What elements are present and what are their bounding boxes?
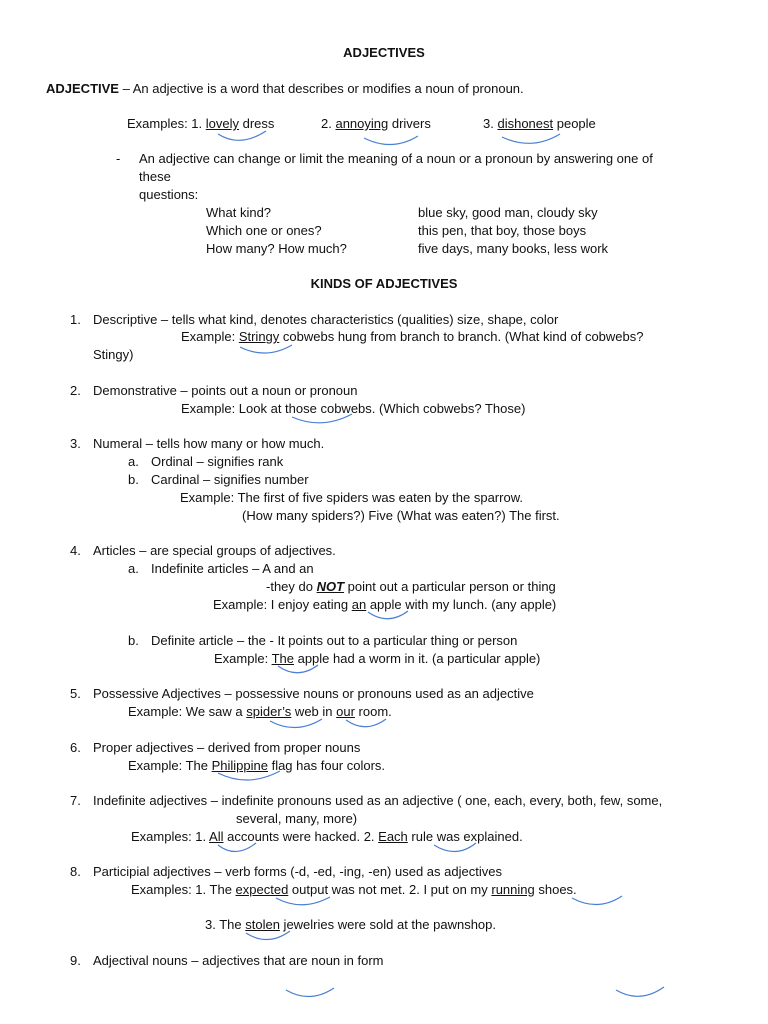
example-word: our — [336, 704, 355, 719]
example-text: Example: — [181, 329, 239, 344]
sub-item-text: Indefinite articles – A and an — [151, 561, 314, 576]
example-text: people — [553, 116, 596, 131]
example-word: stolen — [245, 917, 280, 932]
example-text: flag has four colors. — [267, 758, 386, 773]
example-text: jewelries were sold at the pawnshop. — [279, 917, 496, 932]
example-word: running — [491, 882, 535, 897]
question: How many? How much? — [206, 241, 347, 256]
example-text: Example: We saw a — [128, 704, 247, 719]
definition-line — [46, 80, 524, 98]
sub-item-text: Definite article – the - It points out to a particular thing or person — [151, 633, 518, 648]
bullet-dash: - — [116, 151, 121, 166]
sub-label: b. — [128, 472, 139, 487]
example-line: Example: Look at those cobwebs. (Which cobwebs? Those) — [181, 401, 526, 416]
example-word: expected — [235, 882, 289, 897]
annotation-arc — [502, 134, 560, 143]
bullet-text: An adjective can change or limit the meaning of a noun or a pronoun by answering one of — [139, 151, 653, 166]
list-item-text: Demonstrative – points out a noun or pronoun — [93, 383, 358, 398]
list-item-text: Articles – are special groups of adjectives. — [93, 543, 336, 558]
example-line: Example: The first of five spiders was eaten by the sparrow. — [180, 490, 523, 505]
example-text: drivers — [388, 116, 431, 131]
list-number: 9. — [70, 953, 81, 968]
sub-item-text: Cardinal – signifies number — [151, 472, 309, 487]
example-number: 2. — [321, 116, 336, 131]
example-word: All — [209, 829, 224, 844]
list-item-cont: several, many, more) — [236, 811, 358, 826]
bullet-text-cont: questions: — [139, 187, 199, 202]
sub-label: a. — [128, 454, 139, 469]
example-text: accounts were hacked. 2. — [223, 829, 379, 844]
example-answers: (How many spiders?) Five (What was eaten?) The first. — [242, 508, 560, 523]
example-word: lovely — [205, 116, 240, 131]
list-number: 5. — [70, 686, 81, 701]
note-line — [266, 578, 556, 596]
example-text: Example: The — [128, 758, 212, 773]
page-title: ADJECTIVES — [343, 45, 425, 60]
list-number: 1. — [70, 312, 81, 327]
example-number: 3. — [483, 116, 498, 131]
example-3 — [483, 115, 596, 133]
example-word: Philippine — [211, 758, 268, 773]
example-text: shoes. — [534, 882, 577, 897]
question-answer: five days, many books, less work — [418, 241, 609, 256]
sub-label: a. — [128, 561, 139, 576]
example-text: Example: — [214, 651, 272, 666]
list-item-text: Participial adjectives – verb forms (-d, -ed, -ing, -en) used as adjectives — [93, 864, 502, 879]
sub-item-text: Ordinal – signifies rank — [151, 454, 284, 469]
annotation-arc — [572, 896, 622, 905]
example-line — [181, 328, 643, 346]
example-text: rule was explained. — [407, 829, 523, 844]
examples-line — [127, 115, 274, 133]
example-text: cobwebs hung from branch to branch. (What kind of cobwebs? — [279, 329, 644, 344]
example-word: Each — [378, 829, 408, 844]
sub-label: b. — [128, 633, 139, 648]
example-text: dress — [239, 116, 275, 131]
bullet-text-cont: these — [139, 169, 171, 184]
example-word: The — [271, 651, 294, 666]
note-text: point out a particular person or thing — [344, 579, 556, 594]
example-word: Stringy — [238, 329, 280, 344]
list-number: 3. — [70, 436, 81, 451]
list-item-text: Descriptive – tells what kind, denotes characteristics (qualities) size, shape, color — [93, 312, 559, 327]
annotation-arc — [240, 345, 292, 353]
example-line — [205, 916, 496, 934]
list-item-text: Possessive Adjectives – possessive nouns or pronouns used as an adjective — [93, 686, 534, 701]
example-text: web in — [291, 704, 337, 719]
example-text: 3. The — [205, 917, 246, 932]
example-text: Examples: 1. — [131, 829, 210, 844]
example-word: spider’s — [246, 704, 292, 719]
annotation-arc — [286, 988, 334, 997]
example-line — [213, 596, 556, 614]
question: Which one or ones? — [206, 223, 322, 238]
list-item-text: Indefinite adjectives – indefinite pronouns used as an adjective ( one, each, every, both, few, some, — [93, 793, 663, 808]
question-answer: this pen, that boy, those boys — [418, 223, 587, 238]
example-text: Example: I enjoy eating — [213, 597, 352, 612]
example-cont: Stingy) — [93, 347, 134, 362]
example-text: apple with my lunch. (any apple) — [366, 597, 557, 612]
definition-term: ADJECTIVE — [46, 81, 119, 96]
example-2 — [321, 115, 431, 133]
list-number: 2. — [70, 383, 81, 398]
examples-label: Examples: 1. — [127, 116, 206, 131]
list-number: 6. — [70, 740, 81, 755]
list-item-text: Numeral – tells how many or how much. — [93, 436, 325, 451]
list-number: 8. — [70, 864, 81, 879]
list-item-text: Proper adjectives – derived from proper nouns — [93, 740, 361, 755]
example-text: apple had a worm in it. (a particular apple) — [293, 651, 541, 666]
example-word: dishonest — [497, 116, 554, 131]
example-line — [131, 828, 523, 846]
note-emphasis: NOT — [316, 579, 345, 594]
list-number: 4. — [70, 543, 81, 558]
example-text: room. — [354, 704, 392, 719]
example-line — [128, 757, 385, 775]
annotation-arc — [364, 136, 418, 145]
list-item-text: Adjectival nouns – adjectives that are noun in form — [93, 953, 384, 968]
example-line — [128, 703, 392, 721]
question-answer: blue sky, good man, cloudy sky — [418, 205, 598, 220]
list-number: 7. — [70, 793, 81, 808]
example-text: Examples: 1. The — [131, 882, 236, 897]
example-word: annoying — [335, 116, 389, 131]
note-text: -they do — [266, 579, 317, 594]
question: What kind? — [206, 205, 272, 220]
example-line — [214, 650, 540, 668]
example-word: an — [351, 597, 367, 612]
annotation-arc — [616, 987, 664, 996]
section-heading: KINDS OF ADJECTIVES — [310, 276, 458, 291]
example-line — [131, 881, 577, 899]
example-text: output was not met. 2. I put on my — [288, 882, 492, 897]
definition-text: – An adjective is a word that describes or modifies a noun of pronoun. — [118, 81, 524, 96]
